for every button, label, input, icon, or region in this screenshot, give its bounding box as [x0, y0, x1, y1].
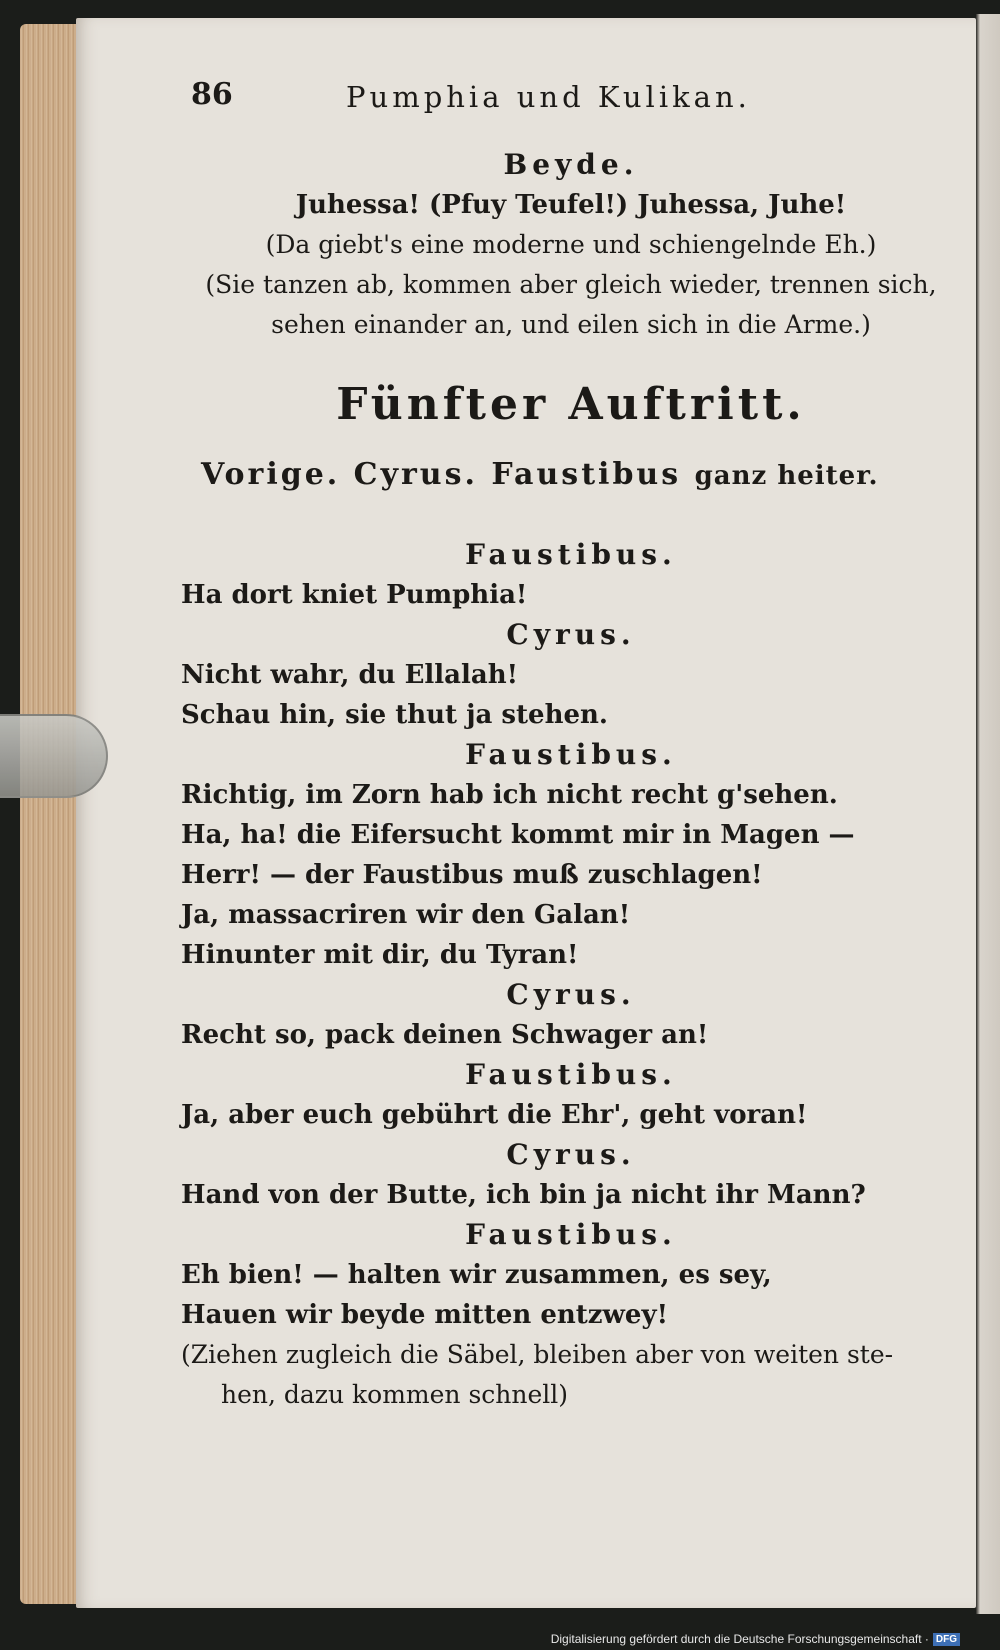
scene-heading: Fünfter Auftritt. [336, 379, 806, 430]
speaker-name: Cyrus. [506, 978, 636, 1011]
verse-line: Juhessa! (Pfuy Teufel!) Juhessa, Juhe! [295, 190, 847, 220]
verse-line: Hand von der Butte, ich bin ja nicht ihr Mann? [181, 1180, 866, 1210]
verse-line: Hauen wir beyde mitten entzwey! [181, 1300, 668, 1330]
stage-direction: (Ziehen zugleich die Säbel, bleiben aber von weiten ste- [181, 1340, 894, 1369]
speaker-name: Faustibus. [465, 538, 677, 571]
running-title: Pumphia und Kulikan. [346, 80, 751, 114]
speaker-name: Faustibus. [465, 738, 677, 771]
verse-line: Nicht wahr, du Ellalah! [181, 660, 519, 690]
digitization-credit [551, 1632, 960, 1646]
cast-main: Vorige. Cyrus. Faustibus [201, 457, 682, 492]
cast-note: ganz heiter. [694, 461, 879, 491]
speaker-name: Cyrus. [506, 1138, 636, 1171]
book-page [76, 18, 976, 1608]
speaker-name: Cyrus. [506, 618, 636, 651]
speaker-beyde: Beyde. [503, 148, 639, 181]
verse-line: Ha dort kniet Pumphia! [181, 580, 528, 610]
verse-line: Recht so, pack deinen Schwager an! [181, 1020, 709, 1050]
speaker-name: Faustibus. [465, 1058, 677, 1091]
speaker-name: Faustibus. [465, 1218, 677, 1251]
stage-direction: (Sie tanzen ab, kommen aber gleich wieder, trennen sich, [205, 270, 937, 299]
dfg-logo: DFG [933, 1633, 960, 1646]
next-page-edge [976, 14, 1000, 1614]
verse-line: Ja, massacriren wir den Galan! [181, 900, 631, 930]
page-clip [0, 714, 108, 798]
cast-list [201, 458, 879, 493]
verse-line: Richtig, im Zorn hab ich nicht recht g'sehen. [181, 780, 838, 810]
page-number: 86 [191, 77, 233, 112]
verse-line: Schau hin, sie thut ja stehen. [181, 700, 608, 730]
stage-direction: hen, dazu kommen schnell) [221, 1380, 569, 1409]
verse-line: Ja, aber euch gebührt die Ehr', geht voran! [181, 1100, 808, 1130]
book-scan [14, 14, 1000, 1614]
stage-direction: sehen einander an, und eilen sich in die Arme.) [271, 310, 871, 339]
verse-line: Herr! — der Faustibus muß zuschlagen! [181, 860, 763, 890]
credit-text: Digitalisierung gefördert durch die Deutsche Forschungsgemeinschaft · [550, 1632, 929, 1646]
stage-direction: (Da giebt's eine moderne und schiengelnde Eh.) [265, 230, 877, 259]
verse-line: Eh bien! — halten wir zusammen, es sey, [181, 1260, 772, 1290]
verse-line: Ha, ha! die Eifersucht kommt mir in Magen — [181, 820, 855, 850]
verse-line: Hinunter mit dir, du Tyran! [181, 940, 579, 970]
